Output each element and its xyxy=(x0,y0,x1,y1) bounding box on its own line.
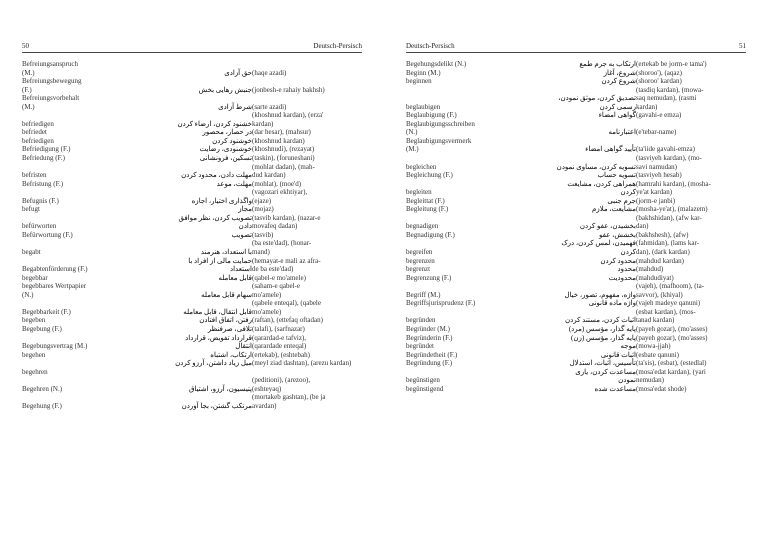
german-term: Befreiungsbewegung xyxy=(22,77,82,86)
transliteration: (jorm-e janbi) xyxy=(636,196,676,205)
persian-translation: تسویه کردن، مساوی نمودن xyxy=(556,162,636,171)
persian-translation: تصویب xyxy=(231,230,252,239)
persian-translation: مرتکب گشتن، بجا آوردن xyxy=(181,401,252,410)
transliteration: (mortakeb gashtan), (be ja xyxy=(252,393,326,402)
german-term: Begriffsjurisprudenz (F.) xyxy=(406,299,476,308)
transliteration: ye'at kardan) xyxy=(636,188,673,197)
dictionary-entry xyxy=(406,265,746,274)
persian-translation: بخشیدن، عفو کردن xyxy=(579,222,636,231)
persian-translation: مساعدت کردن، یاری xyxy=(575,367,636,376)
transliteration: (meyl ziad dashtan), (arezu kardan) xyxy=(252,359,352,368)
german-term: Begründung (F.) xyxy=(406,359,453,368)
transliteration: (mohlat dadan), (mah- xyxy=(252,162,315,171)
german-term: begnadigen xyxy=(406,222,439,231)
persian-translation: میل زیاد داشتن، آرزو کردن xyxy=(175,359,252,368)
german-term: Begründetheit (F.) xyxy=(406,350,458,359)
dictionary-entry xyxy=(22,120,362,129)
persian-translation: کردن xyxy=(620,188,636,197)
dictionary-entry xyxy=(22,69,362,78)
transliteration: (haqe azadi) xyxy=(252,68,287,77)
transliteration: savi namudan) xyxy=(636,162,678,171)
dictionary-entry xyxy=(406,111,746,120)
dictionary-entry xyxy=(22,231,362,240)
dictionary-entry xyxy=(22,351,362,360)
transliteration: (fahmidan), (lams kar- xyxy=(636,239,700,248)
dictionary-entry xyxy=(22,137,362,146)
persian-translation: واژه، مفهوم، تصور، خیال xyxy=(564,290,636,299)
german-term: Befreiungsanspruch xyxy=(22,60,78,68)
transliteration: (qabele enteqal), (qabele xyxy=(252,299,321,308)
persian-translation: اثبات کردن، مستند کردن xyxy=(564,316,636,325)
german-term: begehen xyxy=(22,350,46,359)
dictionary-entry xyxy=(22,274,362,283)
dictionary-entry xyxy=(22,154,362,163)
german-term: befriedet xyxy=(22,128,47,137)
transliteration: movafeq dadan) xyxy=(252,222,298,231)
transliteration: (mosa'edat shode) xyxy=(636,384,687,393)
transliteration: (mosha-ye'at), (malazem) xyxy=(636,205,708,214)
german-term: Begleittat (F.) xyxy=(406,196,445,205)
transliteration: dan), (dark kardan) xyxy=(636,248,690,257)
dictionary-entry xyxy=(406,368,746,377)
persian-translation: مجاز xyxy=(238,205,252,214)
persian-translation: واژه ماده قانونی xyxy=(588,299,636,308)
right-page xyxy=(384,0,768,535)
persian-translation: گواهی امضاء xyxy=(598,111,636,120)
transliteration: (dar hesar), (mahsur) xyxy=(252,128,311,137)
persian-translation: اعتبارنامه xyxy=(608,128,636,137)
dictionary-entry xyxy=(406,214,746,223)
dictionary-entry xyxy=(406,231,746,240)
transliteration: (bakhshidan), (afw kar- xyxy=(636,213,702,222)
persian-translation: پایه گذار، مؤسس (زن) xyxy=(571,333,636,342)
german-term: Beglaubigungsvermerk xyxy=(406,136,472,145)
transliteration: (mohlat), (moe'd) xyxy=(252,179,302,188)
transliteration: (khoshnudi), (rezayat) xyxy=(252,145,315,154)
dictionary-entry xyxy=(406,274,746,283)
dictionary-entry xyxy=(406,222,746,231)
dictionary-entry xyxy=(22,197,362,206)
transliteration: (bakhshesh), (afw) xyxy=(636,230,689,239)
dictionary-entry xyxy=(22,145,362,154)
german-term: Begabtenförderung (F.) xyxy=(22,265,88,274)
transliteration: (shoroo'), (aqaz) xyxy=(636,68,682,77)
german-term: Begleichung (F.) xyxy=(406,171,453,180)
transliteration: (taskin), (foruneshani) xyxy=(252,154,315,163)
dictionary-entry xyxy=(22,86,362,95)
persian-translation: رفتن، اتفاق افتادن xyxy=(199,316,252,325)
german-term: begebbar xyxy=(22,273,48,282)
transliteration: nemudan) xyxy=(636,376,664,385)
transliteration: mand) xyxy=(252,248,270,257)
transliteration: (qabel-e mo'amele) xyxy=(252,273,306,282)
dictionary-entry xyxy=(22,60,362,69)
transliteration: (tasdiq kardan), (mowa- xyxy=(636,85,704,94)
dictionary-entry xyxy=(22,368,362,377)
transliteration: (gavahi-e emza) xyxy=(636,111,682,120)
german-term: Begründer (M.) xyxy=(406,324,450,333)
persian-translation: همراهی کردن، مشایعت xyxy=(567,179,636,188)
german-term: begreifen xyxy=(406,248,433,257)
dictionary-entry xyxy=(22,77,362,86)
transliteration: de ba este'dad) xyxy=(252,265,294,274)
transliteration: (ertekab be jorm-e tama') xyxy=(636,60,707,68)
german-term: beginnen xyxy=(406,77,432,86)
persian-translation: قابل معامله xyxy=(218,273,252,282)
transliteration: (qarardade enteqal) xyxy=(252,342,307,351)
german-term: Begriff (M.) xyxy=(406,290,441,299)
transliteration: (ba este'dad), (honar- xyxy=(252,239,312,248)
dictionary-entry xyxy=(406,291,746,300)
dictionary-entry xyxy=(406,257,746,266)
german-term: (M.) xyxy=(22,102,35,111)
dictionary-entry xyxy=(406,299,746,308)
persian-translation: خوشنودی، رضایت xyxy=(199,145,252,154)
transliteration: dud kardan) xyxy=(252,171,286,180)
german-term: (M.) xyxy=(22,68,35,77)
persian-translation: سهام قابل معامله xyxy=(201,290,252,299)
german-term: (M.) xyxy=(406,145,419,154)
dictionary-entry xyxy=(22,308,362,317)
dictionary-entry xyxy=(406,137,746,146)
persian-translation: قرارداد تفویض، قرارداد xyxy=(185,333,252,342)
dictionary-entry xyxy=(22,180,362,189)
german-term: befugt xyxy=(22,205,40,214)
transliteration: tanad kardan) xyxy=(636,316,675,325)
left-entries xyxy=(22,60,362,410)
german-term: (N.) xyxy=(406,128,418,137)
dictionary-entry xyxy=(406,325,746,334)
dictionary-entry xyxy=(22,385,362,394)
persian-translation: پتیسیون، آرزو، اشتیاق xyxy=(189,384,252,393)
dictionary-entry xyxy=(406,248,746,257)
transliteration: (jonbesh-e rahaiy bakhsh) xyxy=(252,85,325,94)
dictionary-entry xyxy=(22,205,362,214)
persian-translation: حمایت مالی از افراد با xyxy=(188,256,252,265)
transliteration: savvor), (khiyal) xyxy=(636,290,683,299)
persian-translation: کردن xyxy=(620,248,636,257)
german-term: (N.) xyxy=(22,290,34,299)
persian-translation: شرط آزادی xyxy=(218,102,252,111)
transliteration: dan) xyxy=(636,222,649,231)
dictionary-entry xyxy=(406,163,746,172)
dictionary-entry xyxy=(22,171,362,180)
dictionary-entry xyxy=(22,393,362,402)
dictionary-entry xyxy=(406,385,746,394)
german-term: Begehungsdelikt (N.) xyxy=(406,60,467,68)
transliteration: (esbate qanuni) xyxy=(636,350,679,359)
german-term: begrenzt xyxy=(406,265,431,274)
transliteration: (hemayat-e mali az afra- xyxy=(252,256,321,265)
german-term: (F.) xyxy=(22,85,32,94)
persian-translation: نمودن xyxy=(618,376,636,385)
persian-translation: محدود کردن xyxy=(600,256,636,265)
persian-translation: مساعدت شده xyxy=(594,384,636,393)
transliteration: (sarte azadi) xyxy=(252,102,287,111)
dictionary-entry xyxy=(22,111,362,120)
dictionary-entry xyxy=(22,103,362,112)
dictionary-entry xyxy=(22,188,362,197)
dictionary-entry xyxy=(22,163,362,172)
dictionary-entry xyxy=(406,60,746,69)
transliteration: (hamrahi kardan), (mosha- xyxy=(636,179,711,188)
persian-translation: شروع کردن xyxy=(601,77,636,86)
dictionary-entry xyxy=(406,188,746,197)
dictionary-entry xyxy=(406,94,746,103)
persian-translation: تأسیس، اثبات، استدلال xyxy=(569,359,636,368)
transliteration: (ta'sis), (esbat), (estedlal) xyxy=(636,359,707,368)
dictionary-entry xyxy=(22,402,362,411)
transliteration: saq nemudan), (rasmi xyxy=(636,94,697,103)
dictionary-entry xyxy=(22,222,362,231)
right-entries xyxy=(406,60,746,393)
german-term: begleiten xyxy=(406,188,432,197)
german-term: begünstigen xyxy=(406,376,440,385)
dictionary-entry xyxy=(406,103,746,112)
transliteration: (qarardad-e tafviz), xyxy=(252,333,307,342)
transliteration: (khoshnud kardan) xyxy=(252,136,305,145)
transliteration: (payeh gozar), (mo'asses) xyxy=(636,333,708,342)
transliteration: (mosa'edat kardan), (yari xyxy=(636,367,706,376)
dictionary-entry xyxy=(406,154,746,163)
transliteration: mo'amele) xyxy=(252,307,282,316)
german-term: Begebungsvertrag (M.) xyxy=(22,342,88,351)
transliteration: (mahdudiyat) xyxy=(636,273,674,282)
dictionary-entry xyxy=(406,77,746,86)
persian-translation: محدودیت xyxy=(608,273,636,282)
german-term: beglaubigen xyxy=(406,102,441,111)
transliteration: (vagozari ekhtiyar), xyxy=(252,188,308,197)
transliteration: (raftan), (ettefaq oftadan) xyxy=(252,316,323,325)
transliteration: (mowa-jjah) xyxy=(636,342,671,351)
transliteration: (eshteyaq) xyxy=(252,384,282,393)
right-page-header xyxy=(406,40,746,53)
persian-translation: دادن xyxy=(238,222,252,231)
german-term: begründet xyxy=(406,342,434,351)
persian-translation: حق آزادی xyxy=(224,68,252,77)
german-term: befürworten xyxy=(22,222,57,231)
dictionary-entry xyxy=(22,325,362,334)
persian-translation: انتقال xyxy=(235,342,252,351)
german-term: begeben xyxy=(22,316,46,325)
dictionary-entry xyxy=(406,180,746,189)
persian-translation: واگذاری اختیار، اجازه xyxy=(191,196,252,205)
dictionary-entry xyxy=(22,239,362,248)
persian-translation: ارتکاب به جرم طمع xyxy=(579,60,636,68)
persian-translation: تسویه حساب xyxy=(597,171,636,180)
dictionary-entry xyxy=(406,128,746,137)
german-term: Beginn (M.) xyxy=(406,68,441,77)
german-term: begehren xyxy=(22,367,48,376)
dictionary-entry xyxy=(406,86,746,95)
german-term: begründen xyxy=(406,316,436,325)
persian-translation: جنبش رهایی بخش xyxy=(198,85,252,94)
persian-translation: خشنود کردن، ارضاء کردن xyxy=(177,119,252,128)
german-term: Befugnis (F.) xyxy=(22,196,59,205)
dictionary-entry xyxy=(22,316,362,325)
dictionary-entry xyxy=(22,376,362,385)
german-term: begebbares Wertpapier xyxy=(22,282,87,291)
german-term: Befriedigung (F.) xyxy=(22,145,71,154)
transliteration: (tasvib) xyxy=(252,230,274,239)
transliteration: mo'amele) xyxy=(252,290,282,299)
transliteration: (talafi), (sarfnazar) xyxy=(252,324,305,333)
german-term: Begnadigung (F.) xyxy=(406,230,455,239)
persian-translation: ارتکاب، اشتباه xyxy=(210,350,252,359)
german-term: befristen xyxy=(22,171,47,180)
transliteration: (mojaz) xyxy=(252,205,274,214)
dictionary-entry xyxy=(22,214,362,223)
transliteration: (tasviyeh hesab) xyxy=(636,171,682,180)
dictionary-entry xyxy=(22,342,362,351)
transliteration: (ertekab), (eshtebah) xyxy=(252,350,310,359)
transliteration: (vajeh), (mafhoom), (ta- xyxy=(636,282,705,291)
german-term: Begrenzung (F.) xyxy=(406,273,452,282)
dictionary-entry xyxy=(22,359,362,368)
persian-translation: تلافی، صرفنظر xyxy=(207,324,252,333)
persian-translation: استعداد xyxy=(229,265,252,274)
dictionary-entry xyxy=(22,128,362,137)
persian-translation: مشایعت، ملازم xyxy=(592,205,636,214)
persian-translation: فهمیدن، لمس کردن، درک xyxy=(561,239,636,248)
german-term: Beglaubigung (F.) xyxy=(406,111,457,120)
page-number: 51 xyxy=(739,42,746,50)
persian-translation: شروع، آغاز xyxy=(603,68,636,77)
persian-translation: با استعداد، هنرمند xyxy=(200,248,252,257)
running-head: Deutsch-Persisch xyxy=(313,42,362,50)
dictionary-entry xyxy=(406,197,746,206)
dictionary-entry xyxy=(406,120,746,129)
transliteration: (esbat kardan), (mos- xyxy=(636,307,696,316)
dictionary-entry xyxy=(406,351,746,360)
german-term: Beglaubigungsschreiben xyxy=(406,119,475,128)
dictionary-entry xyxy=(22,291,362,300)
german-term: begrenzen xyxy=(406,256,435,265)
dictionary-entry xyxy=(406,359,746,368)
dictionary-entry xyxy=(22,248,362,257)
left-page-header xyxy=(22,40,362,53)
persian-translation: محدود xyxy=(617,265,636,274)
german-term: Befürwortung (F.) xyxy=(22,230,73,239)
dictionary-entry xyxy=(406,342,746,351)
dictionary-entry xyxy=(406,376,746,385)
german-term: begleichen xyxy=(406,162,437,171)
dictionary-entry xyxy=(406,308,746,317)
persian-translation: تسکین، فرونشانی xyxy=(199,154,252,163)
transliteration: (ta'iide gavahi-emza) xyxy=(636,145,695,154)
german-term: begünstigend xyxy=(406,384,444,393)
dictionary-entry xyxy=(22,282,362,291)
persian-translation: پایه گذار، مؤسس (مرد) xyxy=(568,324,636,333)
transliteration: (saham-e qabel-e xyxy=(252,282,300,291)
persian-translation: رسمی کردن xyxy=(599,102,636,111)
dictionary-entry xyxy=(406,239,746,248)
dictionary-entry xyxy=(406,145,746,154)
dictionary-entry xyxy=(22,257,362,266)
dictionary-entry xyxy=(22,299,362,308)
dictionary-entry xyxy=(406,171,746,180)
german-term: Befriedung (F.) xyxy=(22,154,65,163)
german-term: Begebung (F.) xyxy=(22,324,62,333)
transliteration: (vajeh madeye qanuni) xyxy=(636,299,701,308)
persian-translation: خوشنود کردن xyxy=(212,136,252,145)
transliteration: (payeh gozar), (mo'asses) xyxy=(636,324,708,333)
dictionary-entry xyxy=(22,94,362,103)
persian-translation: جرم جنبی xyxy=(607,196,636,205)
persian-translation: قابل انتقال، قابل معامله xyxy=(183,307,252,316)
transliteration: (ejaze) xyxy=(252,196,272,205)
transliteration: (mahdud kardan) xyxy=(636,256,685,265)
german-term: befriedigen xyxy=(22,119,54,128)
german-term: Begehren (N.) xyxy=(22,384,63,393)
transliteration: (e'tebar-name) xyxy=(636,128,677,137)
transliteration: avardan) xyxy=(252,401,277,410)
german-term: Begleitung (F.) xyxy=(406,205,449,214)
running-head: Deutsch-Persisch xyxy=(406,42,455,50)
transliteration: (tasviyeh kardan), (mo- xyxy=(636,154,702,163)
page-number: 50 xyxy=(22,42,29,50)
dictionary-entry xyxy=(406,69,746,78)
transliteration: (shoroo' kardan) xyxy=(636,77,682,86)
transliteration: kardan) xyxy=(636,102,658,111)
transliteration: (mahdud) xyxy=(636,265,664,274)
german-term: Begebbarkeit (F.) xyxy=(22,307,71,316)
dictionary-entry xyxy=(406,334,746,343)
persian-translation: تصدیق کردن، موثق نمودن، xyxy=(558,94,636,103)
dictionary-entry xyxy=(22,265,362,274)
persian-translation: بخشش، عفو xyxy=(599,230,636,239)
persian-translation: مهلت دادن، محدود کردن xyxy=(181,171,252,180)
persian-translation: مهلت، موعد xyxy=(216,179,252,188)
german-term: befriedigen xyxy=(22,136,54,145)
german-term: Befristung (F.) xyxy=(22,179,64,188)
german-term: Begründerin (F.) xyxy=(406,333,453,342)
persian-translation: اثبات قانونی xyxy=(600,350,636,359)
persian-translation: در حصار، محصور xyxy=(202,128,252,137)
persian-translation: تأیید گواهی امضاء xyxy=(585,145,636,154)
german-term: Begehung (F.) xyxy=(22,401,62,410)
dictionary-entry xyxy=(406,282,746,291)
dictionary-entry xyxy=(406,316,746,325)
transliteration: (tasvib kardan), (nazar-e xyxy=(252,213,321,222)
persian-translation: تصویب کردن، نظر موافق xyxy=(178,213,252,222)
transliteration: (khoshnud kardan), (erza' xyxy=(252,111,324,120)
dictionary-entry xyxy=(22,334,362,343)
german-term: begabt xyxy=(22,248,41,257)
transliteration: kardan) xyxy=(252,119,274,128)
german-term: Befreiungsvorbehalt xyxy=(22,94,80,103)
persian-translation: موجه xyxy=(620,342,636,351)
transliteration: (peditioni), (arezoo), xyxy=(252,376,311,385)
dictionary-entry xyxy=(406,205,746,214)
